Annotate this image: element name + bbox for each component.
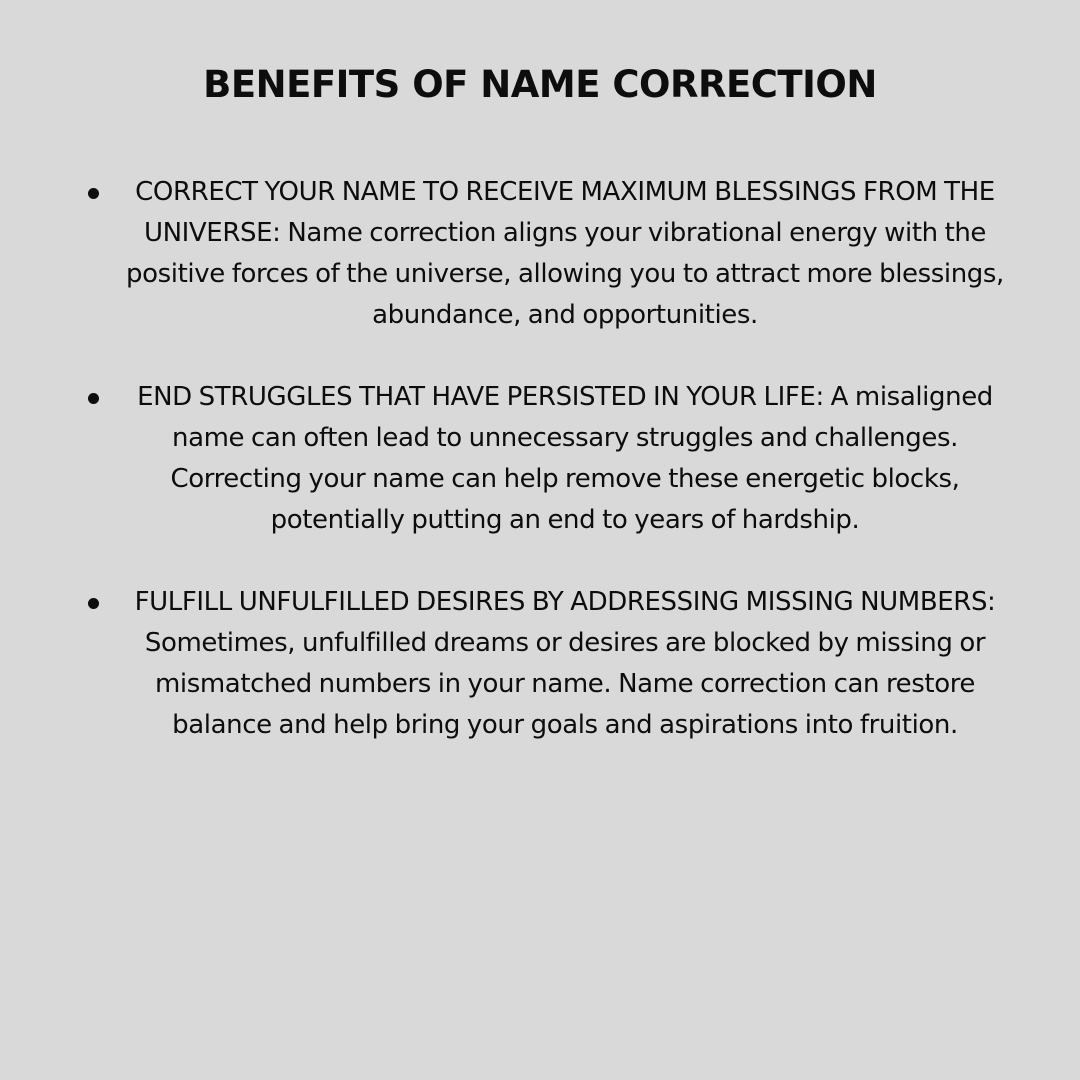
- benefit-text: FULFILL UNFULFILLED DESIRES BY ADDRESSING MISSING NUMBERS: Sometimes, unfulfilled dreams or desires are blocked by missing or mismatched numbers in your name. Name correction can restore balance and help bring your goals and aspirations into fruition.: [134, 587, 996, 740]
- benefit-text: END STRUGGLES THAT HAVE PERSISTED IN YOUR LIFE: A misaligned name can often lead to unnecessary struggles and challenges. Correcting your name can help remove these energetic blocks, potentially putting an end to years of hardship.: [137, 382, 993, 535]
- bullet-icon: [88, 188, 99, 199]
- benefits-list: [0, 172, 1080, 787]
- list-item: [0, 582, 1080, 746]
- bullet-icon: [88, 393, 99, 404]
- benefit-text: CORRECT YOUR NAME TO RECEIVE MAXIMUM BLESSINGS FROM THE UNIVERSE: Name correction aligns your vibrational energy with the positive forces of the universe, allowing you to attract more blessings, abundance, and opportunities.: [126, 177, 1004, 330]
- bullet-icon: [88, 598, 99, 609]
- list-item: [0, 172, 1080, 336]
- page-title: BENEFITS OF NAME CORRECTION: [203, 63, 877, 106]
- list-item: [0, 377, 1080, 541]
